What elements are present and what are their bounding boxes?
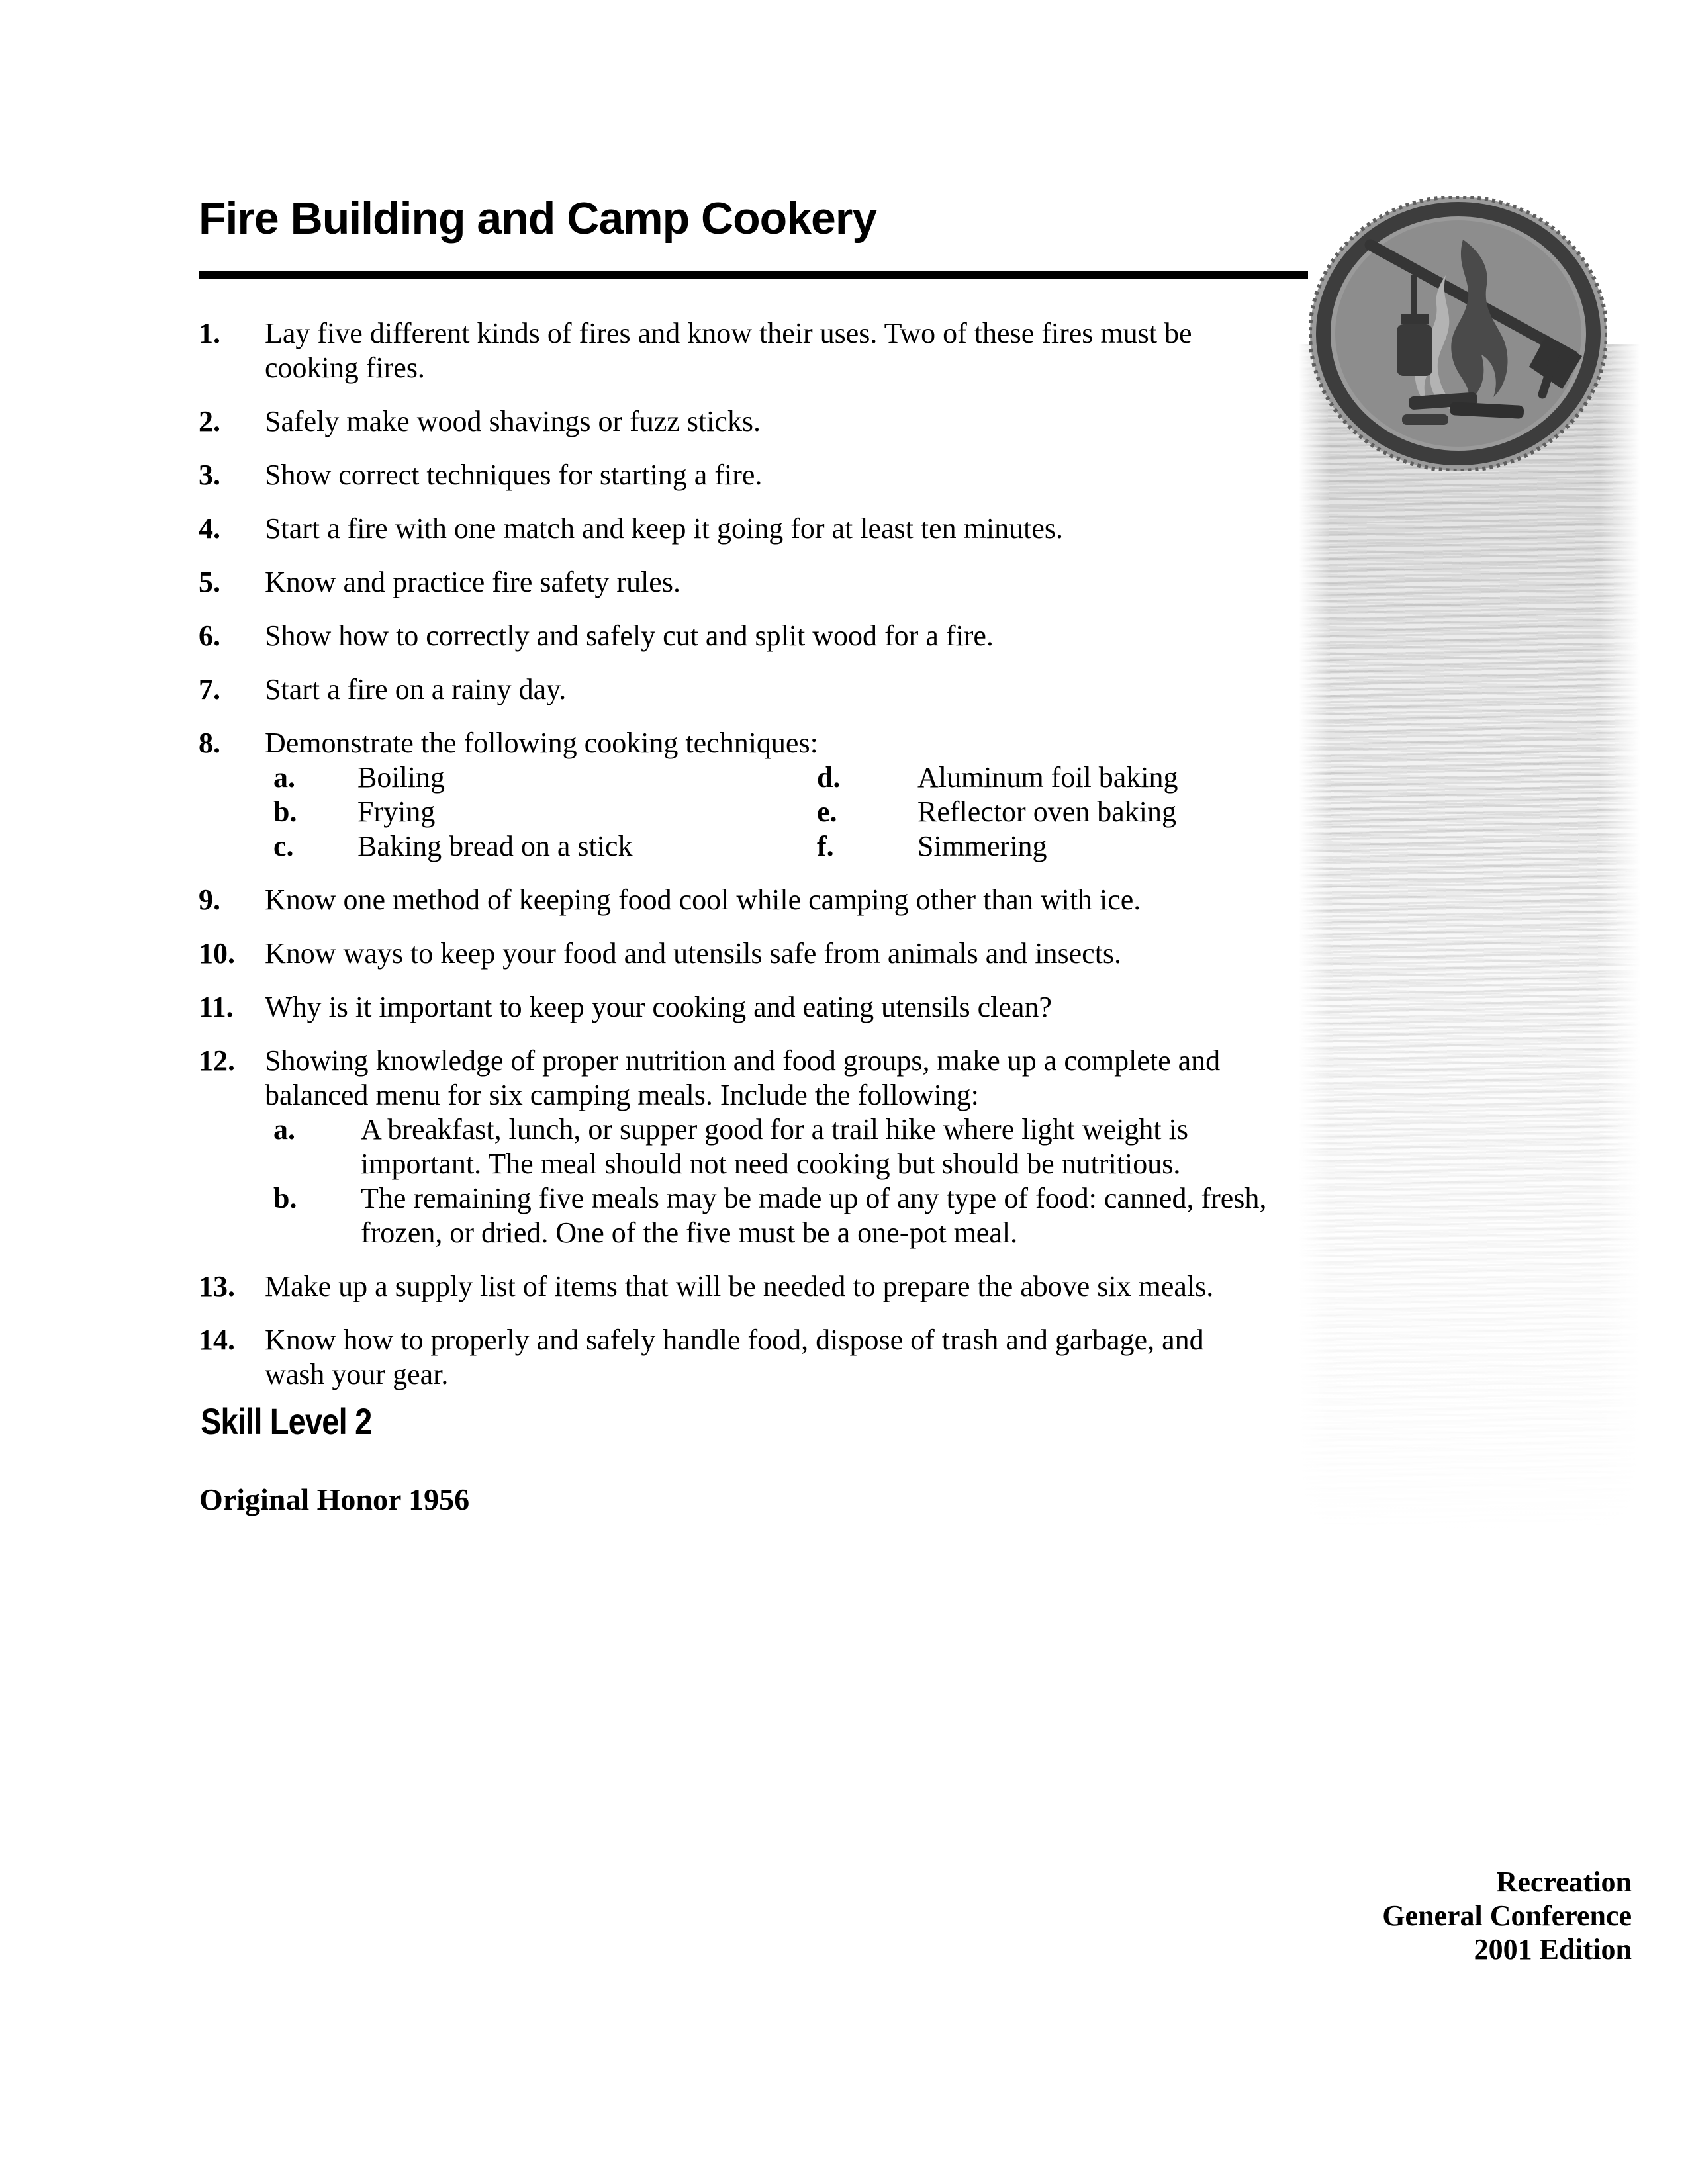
requirement-text: Know and practice fire safety rules. bbox=[265, 566, 680, 598]
sub-letter: b. bbox=[273, 796, 297, 828]
requirement-number: 4. bbox=[199, 512, 220, 545]
sub-letter: e. bbox=[817, 796, 837, 828]
requirement-text: Show how to correctly and safely cut and split wood for a fire. bbox=[265, 619, 994, 652]
menu-sub-item-a bbox=[265, 1113, 1271, 1181]
requirement-number: 2. bbox=[199, 405, 220, 437]
requirement-text: Know one method of keeping food cool while camping other than with ice. bbox=[265, 884, 1141, 916]
requirement-text: Start a fire with one match and keep it going for at least ten minutes. bbox=[265, 512, 1063, 545]
requirement-13 bbox=[199, 1269, 1271, 1304]
requirement-4 bbox=[199, 512, 1271, 546]
requirement-3 bbox=[199, 458, 1271, 492]
sub-letter: a. bbox=[273, 1113, 295, 1146]
watermark-texture-strip bbox=[1299, 344, 1640, 1535]
requirement-number: 8. bbox=[199, 727, 220, 759]
sub-letter: b. bbox=[273, 1182, 297, 1214]
requirement-text: Showing knowledge of proper nutrition and food groups, make up a complete and balanced menu for six camping meals. Include the following: bbox=[265, 1044, 1221, 1111]
requirement-number: 12. bbox=[199, 1044, 235, 1077]
title-underline-rule bbox=[199, 271, 1308, 279]
requirement-5 bbox=[199, 565, 1271, 600]
requirement-body bbox=[265, 726, 1271, 864]
requirement-text: Demonstrate the following cooking techniques: bbox=[265, 727, 818, 759]
fire-and-axe-honor-patch-icon bbox=[1309, 196, 1607, 471]
requirement-14 bbox=[199, 1323, 1271, 1392]
requirement-body bbox=[265, 1044, 1271, 1250]
sub-text: Baking bread on a stick bbox=[357, 830, 633, 862]
page-header bbox=[199, 192, 1308, 279]
requirement-8 bbox=[199, 726, 1271, 864]
texture-bottom-fade bbox=[1299, 344, 1640, 1535]
sub-letter: f. bbox=[817, 830, 834, 862]
requirement-number: 7. bbox=[199, 673, 220, 705]
requirement-6 bbox=[199, 619, 1271, 653]
requirement-text: Why is it important to keep your cooking and eating utensils clean? bbox=[265, 991, 1052, 1023]
requirement-number: 10. bbox=[199, 937, 235, 970]
sub-text: The remaining five meals may be made up of any type of food: canned, fresh, frozen, or dried. One of the five must be a one-pot meal. bbox=[361, 1182, 1267, 1249]
sub-text: Simmering bbox=[917, 830, 1047, 862]
footer-category: Recreation bbox=[1496, 1866, 1632, 1898]
cooking-techniques-columns bbox=[265, 760, 1271, 864]
requirement-text: Show correct techniques for starting a fire. bbox=[265, 459, 763, 491]
requirement-11 bbox=[199, 990, 1271, 1024]
requirement-text: Make up a supply list of items that will be needed to prepare the above six meals. bbox=[265, 1270, 1214, 1302]
requirement-number: 9. bbox=[199, 884, 220, 916]
requirement-number: 6. bbox=[199, 619, 220, 652]
skill-level-heading: Skill Level 2 bbox=[201, 1400, 372, 1442]
requirement-number: 1. bbox=[199, 317, 220, 349]
original-honor-text: Original Honor 1956 bbox=[199, 1482, 470, 1516]
requirement-text: Safely make wood shavings or fuzz sticks. bbox=[265, 405, 761, 437]
requirement-12 bbox=[199, 1044, 1271, 1250]
requirement-7 bbox=[199, 672, 1271, 707]
requirement-9 bbox=[199, 883, 1271, 917]
requirement-number: 3. bbox=[199, 459, 220, 491]
requirements-list bbox=[199, 316, 1271, 1411]
page-title: Fire Building and Camp Cookery bbox=[199, 193, 877, 244]
sub-text: Aluminum foil baking bbox=[917, 761, 1178, 794]
requirement-text: Know ways to keep your food and utensils safe from animals and insects. bbox=[265, 937, 1122, 970]
requirement-number: 11. bbox=[199, 991, 234, 1023]
requirement-text: Lay five different kinds of fires and know their uses. Two of these fires must be cooking fires. bbox=[265, 317, 1192, 384]
menu-sub-item-b bbox=[265, 1181, 1271, 1250]
sub-text: Reflector oven baking bbox=[917, 796, 1176, 828]
footer-edition: 2001 Edition bbox=[1474, 1933, 1632, 1966]
requirement-2 bbox=[199, 404, 1271, 439]
requirement-number: 5. bbox=[199, 566, 220, 598]
sub-text: A breakfast, lunch, or supper good for a trail hike where light weight is important. The meal should not need cooking but should be nutritious. bbox=[361, 1113, 1189, 1180]
requirement-number: 13. bbox=[199, 1270, 235, 1302]
requirement-text: Know how to properly and safely handle food, dispose of trash and garbage, and wash your gear. bbox=[265, 1324, 1204, 1390]
sub-text: Frying bbox=[357, 796, 436, 828]
requirement-1 bbox=[199, 316, 1271, 385]
footer-organization: General Conference bbox=[1382, 1899, 1632, 1932]
requirement-10 bbox=[199, 936, 1271, 971]
page-footer bbox=[1382, 1865, 1632, 1966]
sub-letter: c. bbox=[273, 830, 294, 862]
sub-letter: d. bbox=[817, 761, 841, 794]
sub-letter: a. bbox=[273, 761, 295, 794]
sub-text: Boiling bbox=[357, 761, 445, 794]
requirement-number: 14. bbox=[199, 1324, 235, 1356]
requirement-text: Start a fire on a rainy day. bbox=[265, 673, 567, 705]
